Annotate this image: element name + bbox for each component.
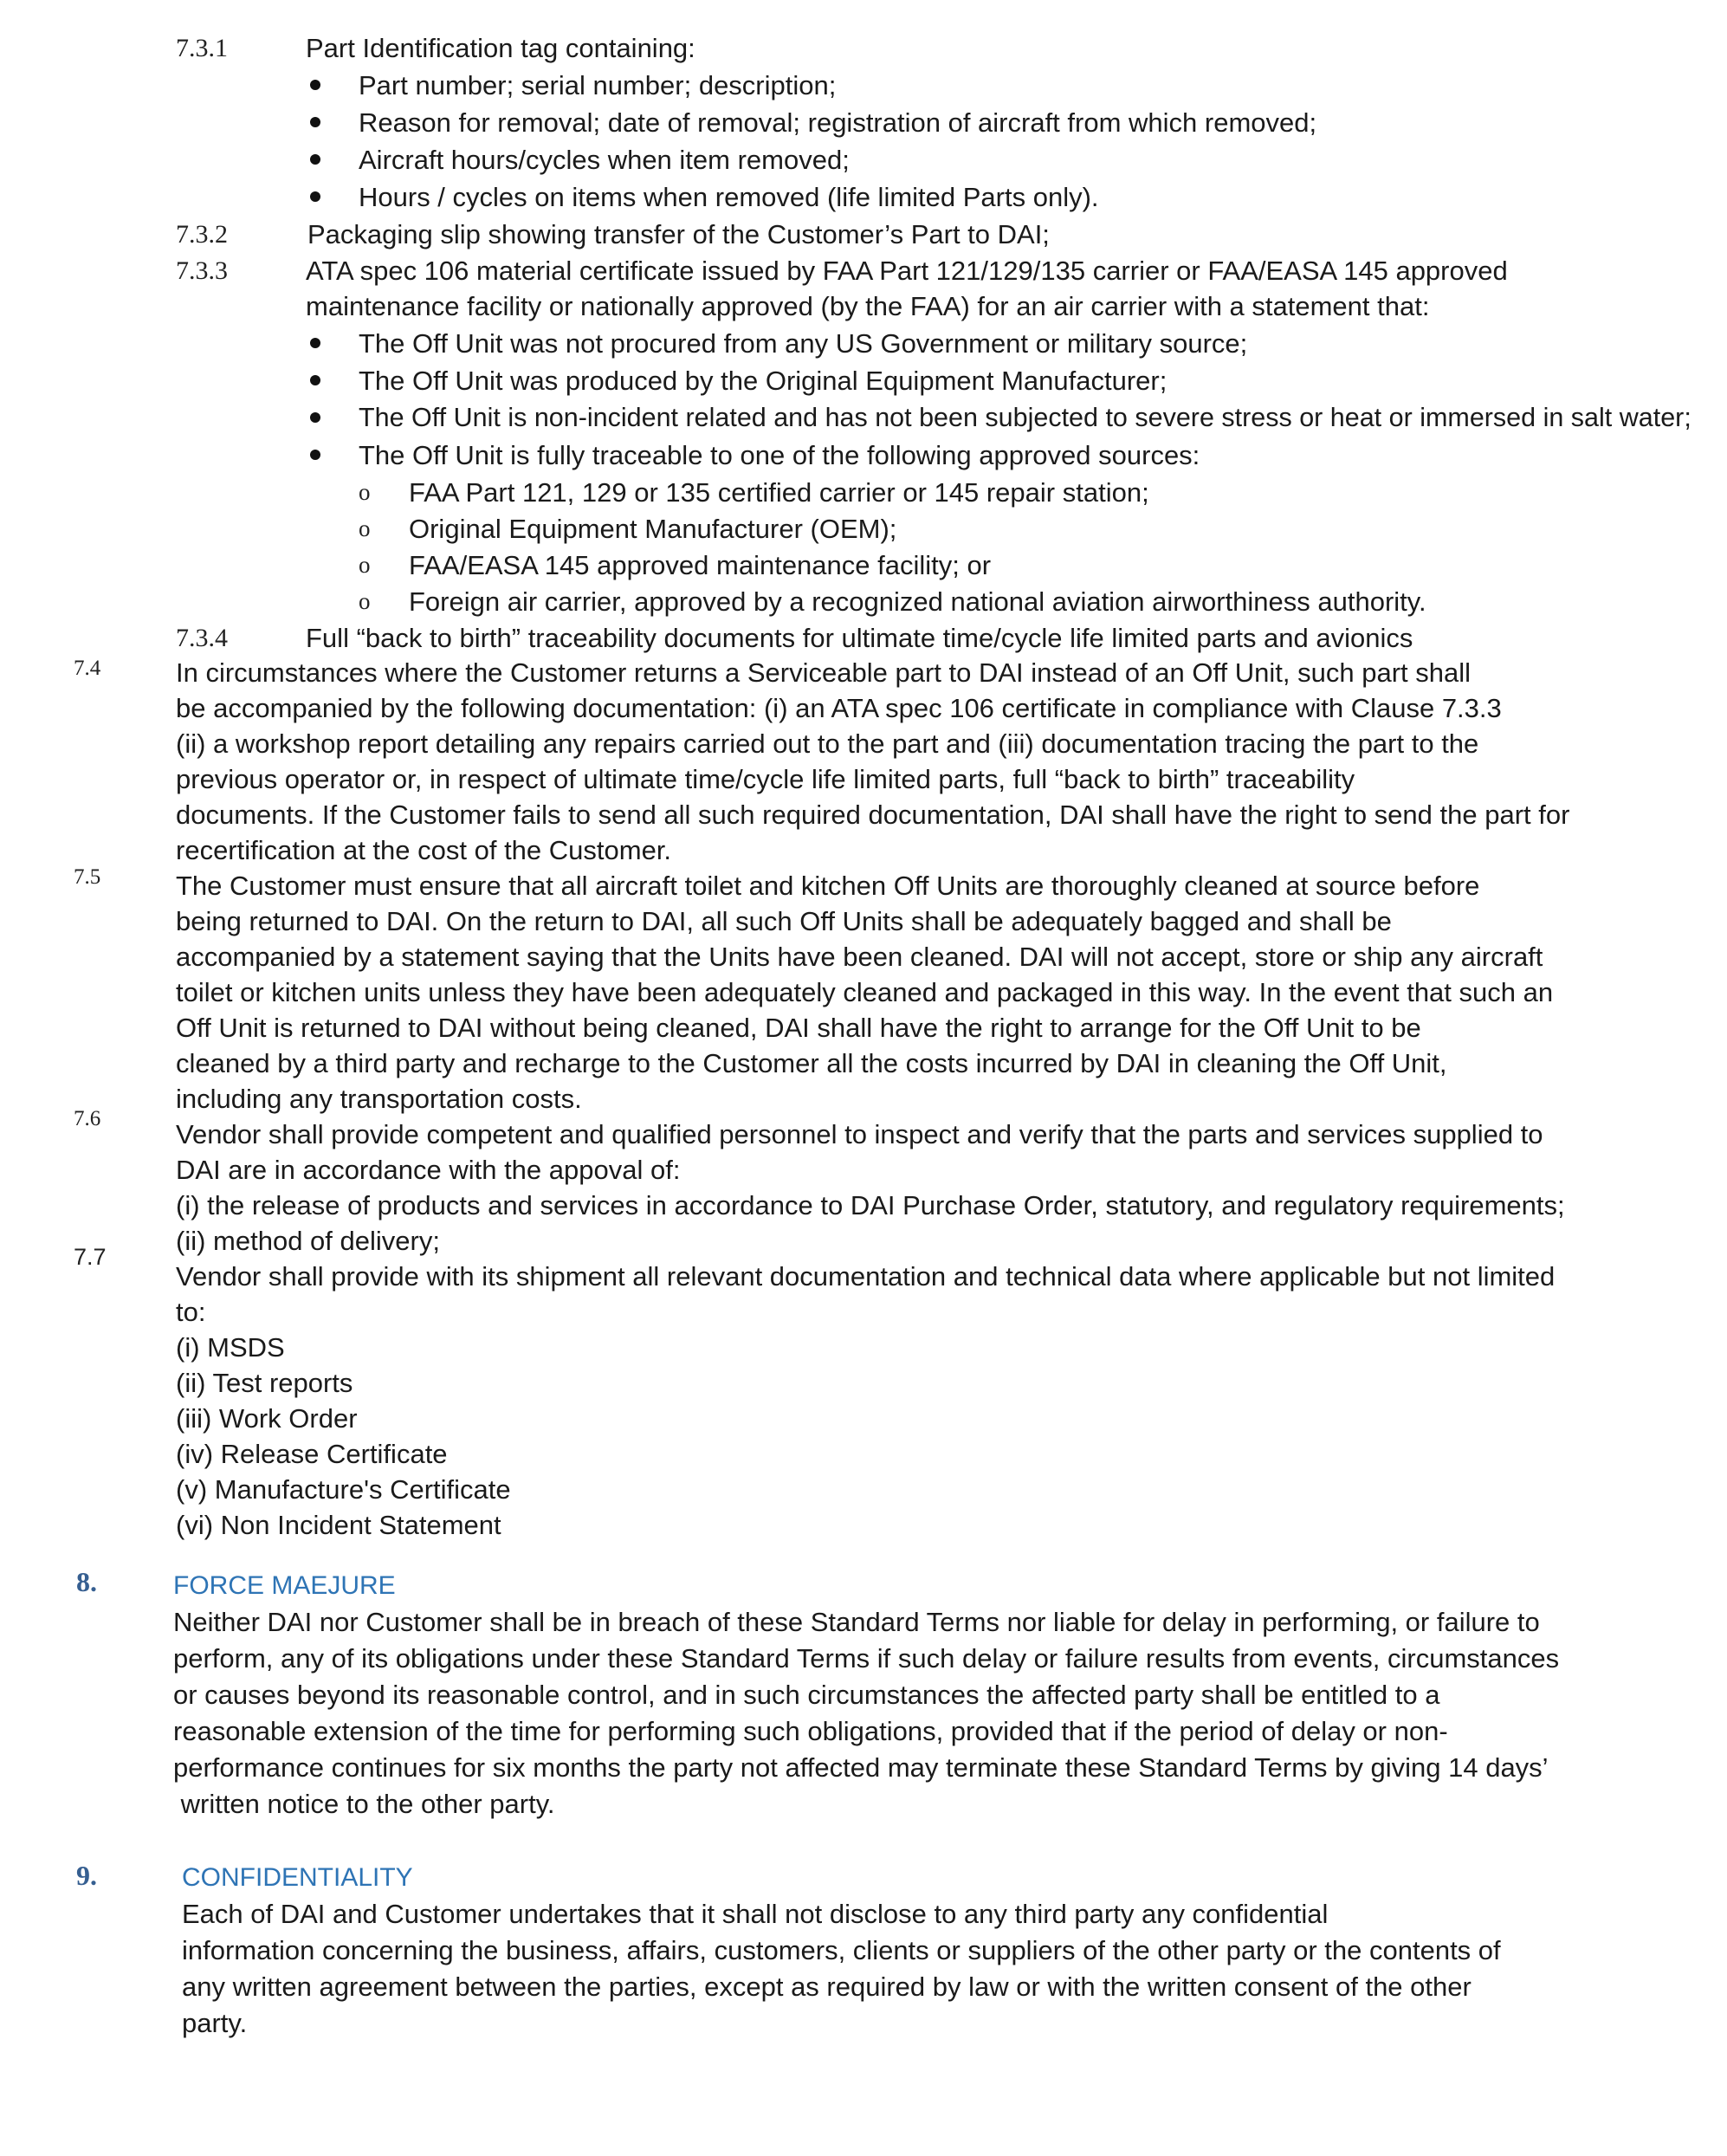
clause-number-7-6: 7.6 <box>74 1107 101 1130</box>
sub-list-item: Foreign air carrier, approved by a recognized national aviation airworthiness authority. <box>409 586 1426 617</box>
clause-7-7-line: (iii) Work Order <box>176 1403 358 1434</box>
list-item: Hours / cycles on items when removed (life limited Parts only). <box>359 182 1099 212</box>
clause-7-4-line: (ii) a workshop report detailing any repairs carried out to the part and (iii) documentation tracing the part to the <box>176 728 1479 759</box>
section-heading-force-majeure: FORCE MAEJURE <box>173 1571 396 1600</box>
clause-7-7-line: (iv) Release Certificate <box>176 1439 448 1469</box>
clause-7-5-line: being returned to DAI. On the return to DAI, all such Off Units shall be adequately bagged and shall be <box>176 906 1392 936</box>
list-item: Part number; serial number; description; <box>359 70 837 100</box>
clause-number-7-3-4: 7.3.4 <box>176 624 228 652</box>
sub-list-item: FAA Part 121, 129 or 135 certified carrier or 145 repair station; <box>409 477 1149 508</box>
section-heading-confidentiality: CONFIDENTIALITY <box>182 1863 413 1892</box>
bullet-icon <box>310 80 320 90</box>
clause-7-3-1-title: Part Identification tag containing: <box>306 33 695 63</box>
clause-7-4-line: recertification at the cost of the Customer. <box>176 835 672 865</box>
clause-7-3-3-line: ATA spec 106 material certificate issued by FAA Part 121/129/135 carrier or FAA/EASA 145 approved <box>306 256 1508 286</box>
clause-7-3-3-line: maintenance facility or nationally approved (by the FAA) for an air carrier with a statement that: <box>306 291 1430 321</box>
section-9-line: information concerning the business, affairs, customers, clients or suppliers of the other party or the contents of <box>182 1935 1501 1965</box>
clause-7-7-line: Vendor shall provide with its shipment all relevant documentation and technical data where applicable but not limited <box>176 1261 1556 1292</box>
clause-7-5-line: accompanied by a statement saying that the Units have been cleaned. DAI will not accept, store or ship any aircraft <box>176 942 1543 972</box>
clause-7-7-line: (i) MSDS <box>176 1332 285 1363</box>
clause-7-6-line: (i) the release of products and services in accordance to DAI Purchase Order, statutory, and regulatory requirements; <box>176 1190 1565 1220</box>
clause-7-6-line: Vendor shall provide competent and qualified personnel to inspect and verify that the parts and services supplied to <box>176 1119 1543 1149</box>
clause-7-7-line: (vi) Non Incident Statement <box>176 1510 501 1540</box>
clause-number-7-3-3: 7.3.3 <box>176 256 228 285</box>
clause-7-4-line: be accompanied by the following documentation: (i) an ATA spec 106 certificate in compliance with Clause 7.3.3 <box>176 693 1502 723</box>
clause-7-5-line: cleaned by a third party and recharge to the Customer all the costs incurred by DAI in cleaning the Off Unit, <box>176 1048 1447 1078</box>
clause-7-4-line: previous operator or, in respect of ultimate time/cycle life limited parts, full “back to birth” traceability <box>176 764 1355 794</box>
bullet-icon <box>310 117 320 127</box>
list-item: Reason for removal; date of removal; registration of aircraft from which removed; <box>359 107 1317 138</box>
circle-bullet-icon: o <box>359 479 371 505</box>
clause-7-7-line: to: <box>176 1297 206 1327</box>
section-number-9: 9. <box>76 1860 97 1891</box>
bullet-icon <box>310 338 320 348</box>
section-8-line: Neither DAI nor Customer shall be in breach of these Standard Terms nor liable for delay in performing, or failure to <box>173 1607 1540 1637</box>
clause-number-7-3-1: 7.3.1 <box>176 34 228 62</box>
clause-7-7-line: (ii) Test reports <box>176 1368 353 1398</box>
section-number-8: 8. <box>76 1566 97 1597</box>
clause-7-5-line: Off Unit is returned to DAI without being cleaned, DAI shall have the right to arrange for the Off Unit to be <box>176 1013 1421 1043</box>
circle-bullet-icon: o <box>359 552 371 578</box>
list-item: The Off Unit was not procured from any US Government or military source; <box>359 328 1248 359</box>
clause-7-3-4-text: Full “back to birth” traceability documents for ultimate time/cycle life limited parts and avionics <box>306 623 1413 653</box>
list-item: The Off Unit is non-incident related and has not been subjected to severe stress or heat or immersed in salt water; <box>359 403 1691 432</box>
bullet-icon <box>310 412 320 423</box>
clause-7-5-line: toilet or kitchen units unless they have been adequately cleaned and packaged in this way. In the event that such an <box>176 977 1554 1007</box>
clause-7-6-line: (ii) method of delivery; <box>176 1226 440 1256</box>
bullet-icon <box>310 450 320 460</box>
clause-7-6-line: DAI are in accordance with the appoval of: <box>176 1155 681 1185</box>
clause-7-5-line: including any transportation costs. <box>176 1084 582 1114</box>
section-8-line: written notice to the other party. <box>173 1789 555 1819</box>
bullet-icon <box>310 154 320 165</box>
section-8-line: performance continues for six months the party not affected may terminate these Standard Terms by giving 14 days’ <box>173 1752 1549 1783</box>
clause-7-4-line: In circumstances where the Customer returns a Serviceable part to DAI instead of an Off Unit, such part shall <box>176 657 1472 688</box>
section-9-line: party. <box>182 2008 248 2038</box>
section-9-line: any written agreement between the parties, except as required by law or with the written consent of the other <box>182 1971 1472 2002</box>
sub-list-item: FAA/EASA 145 approved maintenance facility; or <box>409 550 992 580</box>
clause-number-7-3-2: 7.3.2 <box>176 220 228 249</box>
section-8-line: perform, any of its obligations under these Standard Terms if such delay or failure results from events, circumstances <box>173 1643 1560 1674</box>
list-item: Aircraft hours/cycles when item removed; <box>359 145 850 175</box>
list-item: The Off Unit is fully traceable to one of the following approved sources: <box>359 440 1200 470</box>
section-9-line: Each of DAI and Customer undertakes that it shall not disclose to any third party any confidential <box>182 1899 1329 1929</box>
clause-number-7-4: 7.4 <box>74 657 101 680</box>
clause-7-5-line: The Customer must ensure that all aircraft toilet and kitchen Off Units are thoroughly cleaned at source before <box>176 871 1480 901</box>
bullet-icon <box>310 191 320 202</box>
circle-bullet-icon: o <box>359 588 371 614</box>
section-8-line: or causes beyond its reasonable control, and in such circumstances the affected party shall be entitled to a <box>173 1680 1440 1710</box>
sub-list-item: Original Equipment Manufacturer (OEM); <box>409 514 897 544</box>
clause-number-7-5: 7.5 <box>74 865 101 889</box>
clause-7-7-line: (v) Manufacture's Certificate <box>176 1474 511 1505</box>
clause-number-7-7: 7.7 <box>74 1244 107 1270</box>
clause-7-3-2-text: Packaging slip showing transfer of the Customer’s Part to DAI; <box>307 219 1050 249</box>
list-item: The Off Unit was produced by the Original Equipment Manufacturer; <box>359 366 1168 396</box>
bullet-icon <box>310 375 320 385</box>
clause-7-4-line: documents. If the Customer fails to send all such required documentation, DAI shall have the right to send the part for <box>176 800 1570 830</box>
section-8-line: reasonable extension of the time for performing such obligations, provided that if the period of delay or non- <box>173 1716 1448 1746</box>
circle-bullet-icon: o <box>359 515 371 541</box>
